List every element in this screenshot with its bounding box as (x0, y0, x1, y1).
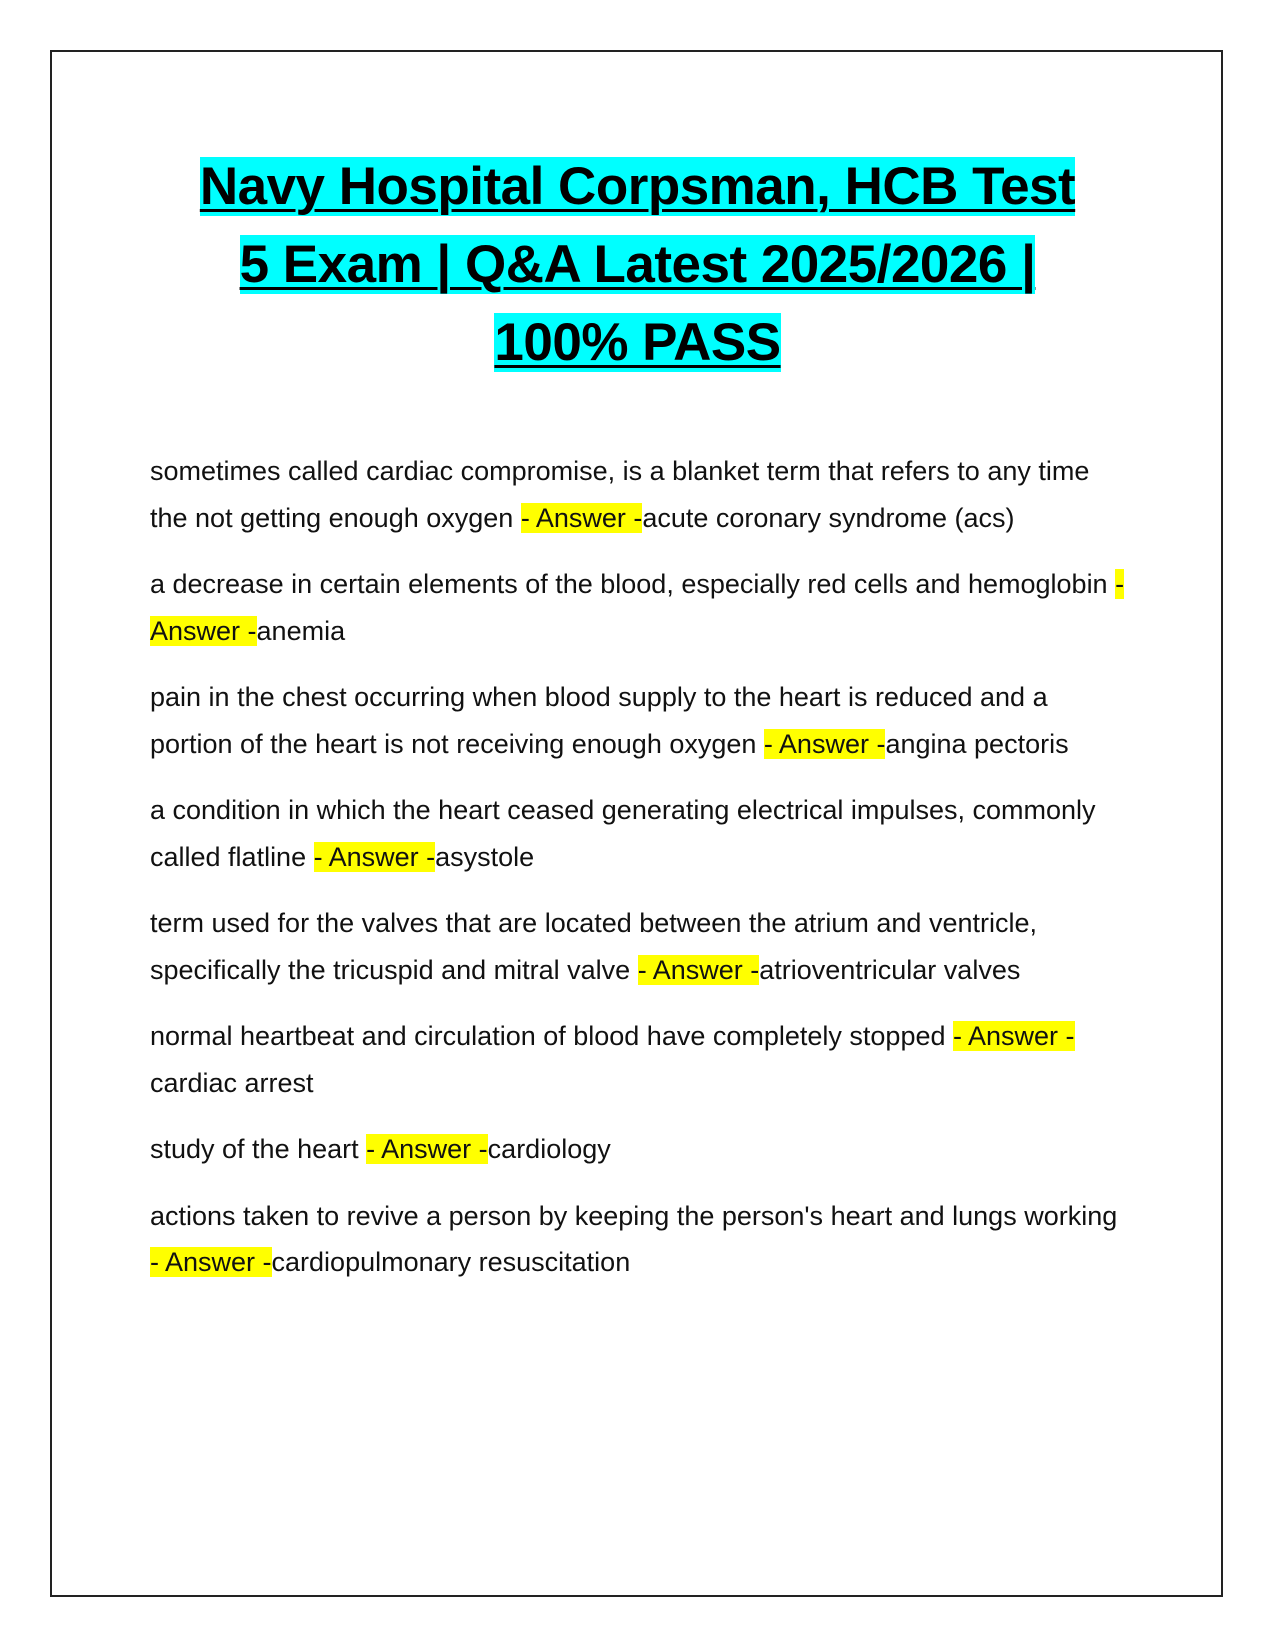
answer-text: cardiac arrest (150, 1067, 314, 1098)
answer-text: atrioventricular valves (759, 954, 1021, 985)
title-line-2: 5 Exam | Q&A Latest 2025/2026 | (239, 235, 1036, 294)
question-text: a decrease in certain elements of the blood, especially red cells and hemoglobin (150, 569, 1116, 599)
answer-marker: - Answer - (150, 1247, 272, 1277)
question-text: pain in the chest occurring when blood supply to the heart is reduced and a portion of the heart is not receiving enough oxygen (150, 682, 1048, 759)
document-title (120, 148, 1155, 382)
answer-marker: - Answer - (313, 841, 436, 872)
qa-item (150, 674, 1130, 767)
answer-text: acute coronary syndrome (acs) (642, 502, 1015, 533)
answer-text: angina pectoris (885, 728, 1069, 759)
answer-marker: - Answer - (953, 1021, 1075, 1051)
answer-marker: - Answer - (520, 502, 643, 533)
qa-item (150, 1126, 1130, 1173)
question-text: sometimes called cardiac compromise, is a blanket term that refers to any time the not getting enough oxygen (150, 456, 1090, 533)
qa-item (150, 787, 1130, 880)
question-text: a condition in which the heart ceased generating electrical impulses, commonly called flatline (150, 795, 1096, 872)
title-line-3: 100% PASS (494, 313, 781, 372)
question-text: study of the heart (150, 1134, 367, 1164)
qa-item (150, 561, 1130, 654)
question-text: actions taken to revive a person by keeping the person's heart and lungs working (150, 1200, 1118, 1231)
answer-text: anemia (256, 615, 346, 646)
answer-marker: - Answer - (150, 569, 1125, 646)
question-text: normal heartbeat and circulation of blood have completely stopped (150, 1021, 953, 1051)
qa-list (150, 448, 1130, 1306)
answer-marker: - Answer - (763, 728, 886, 759)
qa-item (150, 900, 1130, 993)
qa-item (150, 1193, 1130, 1286)
answer-text: cardiopulmonary resuscitation (271, 1247, 631, 1277)
question-text: term used for the valves that are located between the atrium and ventricle, specifically the tricuspid and mitral valve (150, 908, 1037, 985)
answer-marker: - Answer - (366, 1134, 488, 1164)
qa-item (150, 1013, 1130, 1106)
answer-text: asystole (435, 841, 535, 872)
title-line-1: Navy Hospital Corpsman, HCB Test (199, 157, 1076, 216)
answer-text: cardiology (487, 1134, 611, 1164)
qa-item (150, 448, 1130, 541)
answer-marker: - Answer - (637, 954, 760, 985)
